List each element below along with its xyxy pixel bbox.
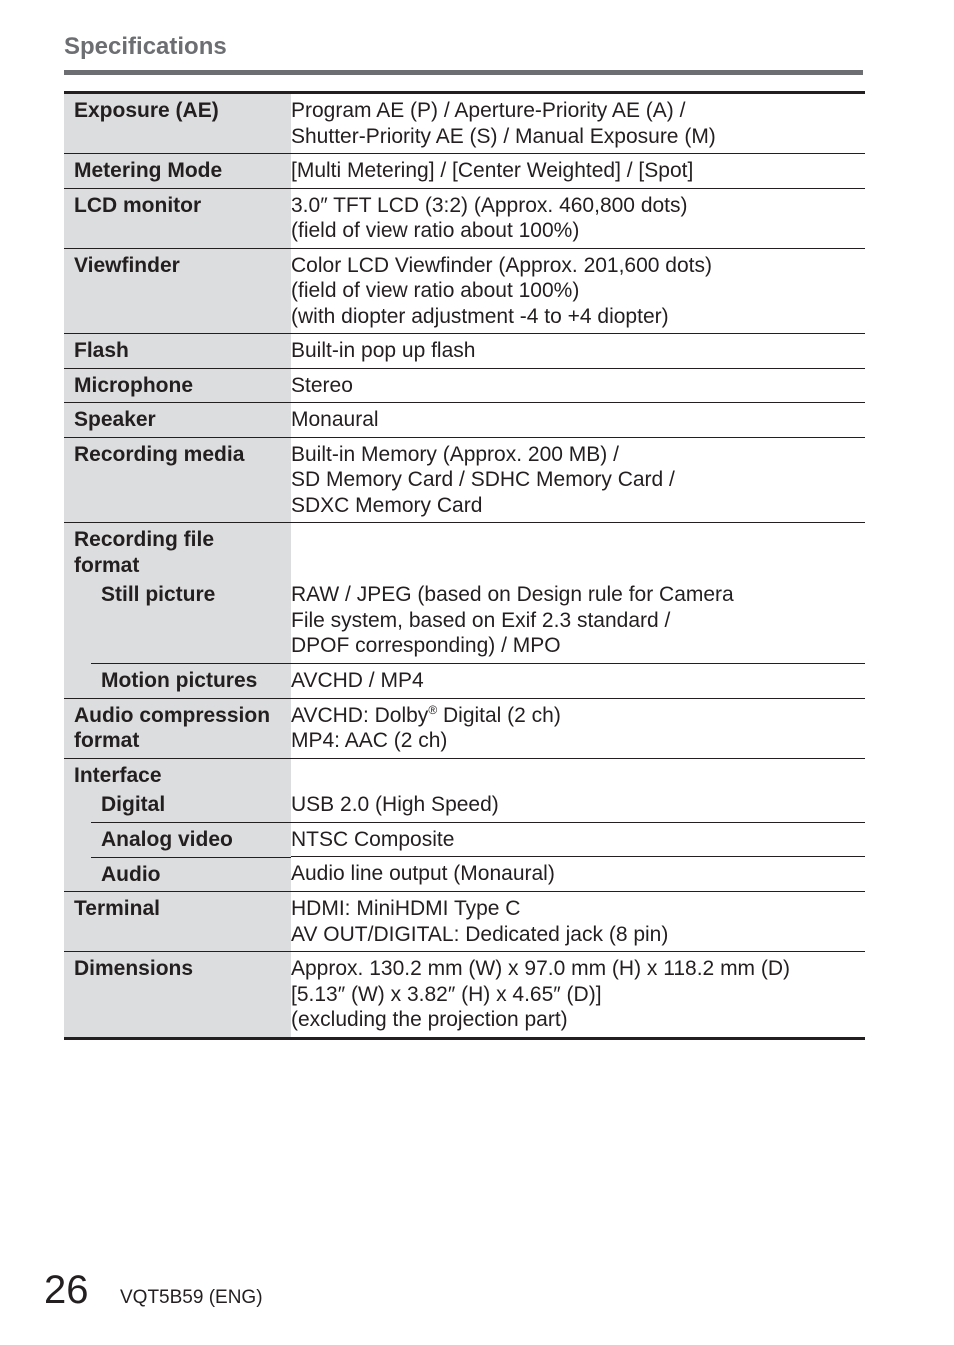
table-row: [64, 188, 865, 248]
row-value-line: RAW / JPEG (based on Design rule for Camera: [291, 583, 734, 606]
row-label-recording-file-format-2: format: [74, 553, 140, 577]
row-label-digital: Digital: [101, 793, 166, 816]
page-number: 26: [44, 1268, 89, 1312]
row-value-line: (with diopter adjustment -4 to +4 diopter): [291, 304, 669, 328]
row-value-line: [Multi Metering] / [Center Weighted] / [Spot]: [291, 159, 694, 182]
row-value-line: Monaural: [291, 408, 379, 431]
table-row: [64, 582, 865, 663]
row-label-recording-media: Recording media: [74, 442, 245, 466]
row-value-line: SDXC Memory Card: [291, 493, 483, 517]
row-value-line: Color LCD Viewfinder (Approx. 201,600 dots): [291, 253, 712, 277]
row-label-interface: Interface: [74, 763, 162, 787]
row-value-line: HDMI: MiniHDMI Type C: [291, 897, 521, 920]
table-row: [64, 248, 865, 334]
row-label-exposure: Exposure (AE): [74, 99, 219, 122]
row-value-line: [291, 703, 857, 729]
row-label-viewfinder: Viewfinder: [74, 253, 180, 277]
row-label-audio: Audio: [101, 862, 161, 886]
row-value-line: [5.13″ (W) x 3.82″ (H) x 4.65″ (D)]: [291, 982, 602, 1006]
dolby-text-after: Digital (2 ch): [437, 703, 561, 727]
row-label-still-picture: Still picture: [101, 583, 216, 606]
table-row: [64, 523, 865, 583]
row-value-line: Shutter-Priority AE (S) / Manual Exposure (M): [291, 124, 716, 148]
row-value-line: Audio line output (Monaural): [291, 862, 555, 885]
table-row: [64, 663, 865, 698]
row-value-line: AVCHD / MP4: [291, 668, 424, 692]
row-value-line: Approx. 130.2 mm (W) x 97.0 mm (H) x 118.2 mm (D): [291, 957, 791, 980]
table-row: [64, 698, 865, 758]
row-value-line: (field of view ratio about 100%): [291, 279, 580, 302]
row-value-line: MP4: AAC (2 ch): [291, 729, 448, 752]
row-value-line: File system, based on Exif 2.3 standard /: [291, 608, 671, 632]
dolby-text: AVCHD: Dolby: [291, 703, 429, 727]
table-row: [64, 822, 865, 857]
row-label-flash: Flash: [74, 339, 129, 362]
row-value-line: Built-in Memory (Approx. 200 MB) /: [291, 442, 619, 466]
row-label-metering: Metering Mode: [74, 159, 223, 182]
table-row: [64, 952, 865, 1039]
row-label-recording-file-format: Recording file: [74, 528, 215, 551]
row-value-line: Program AE (P) / Aperture-Priority AE (A) /: [291, 99, 686, 122]
table-row: [64, 857, 865, 892]
table-row: [64, 334, 865, 369]
row-value-line: Stereo: [291, 373, 353, 397]
header-divider: [64, 70, 863, 75]
row-value-line: (excluding the projection part): [291, 1008, 568, 1031]
row-label-audio-compression-2: format: [74, 729, 140, 752]
row-value-line: AV OUT/DIGITAL: Dedicated jack (8 pin): [291, 922, 669, 946]
table-row: [64, 154, 865, 189]
row-value-line: (field of view ratio about 100%): [291, 219, 580, 242]
specifications-table: [64, 91, 865, 1040]
page-title: Specifications: [64, 33, 227, 60]
row-value-line: Built-in pop up flash: [291, 339, 476, 362]
row-label-analog-video: Analog video: [101, 828, 233, 851]
table-row: [64, 93, 865, 154]
row-value-line: USB 2.0 (High Speed): [291, 793, 499, 816]
row-value-line: NTSC Composite: [291, 827, 455, 851]
row-value-line: 3.0″ TFT LCD (3:2) (Approx. 460,800 dots): [291, 193, 688, 217]
row-label-audio-compression: Audio compression: [74, 703, 271, 727]
table-row: [64, 792, 865, 822]
row-value-line: DPOF corresponding) / MPO: [291, 634, 561, 657]
table-row: [64, 437, 865, 523]
row-label-motion-pictures: Motion pictures: [101, 669, 258, 692]
registered-mark: ®: [428, 702, 438, 717]
row-label-dimensions: Dimensions: [74, 957, 194, 980]
row-label-speaker: Speaker: [74, 408, 156, 431]
row-label-terminal: Terminal: [74, 897, 160, 920]
table-row: [64, 403, 865, 438]
table-row: [64, 758, 865, 792]
table-row: [64, 368, 865, 403]
table-row: [64, 892, 865, 952]
document-code: VQT5B59 (ENG): [120, 1287, 263, 1308]
row-label-microphone: Microphone: [74, 373, 193, 397]
row-value-line: SD Memory Card / SDHC Memory Card /: [291, 468, 675, 491]
row-label-lcd: LCD monitor: [74, 193, 202, 217]
